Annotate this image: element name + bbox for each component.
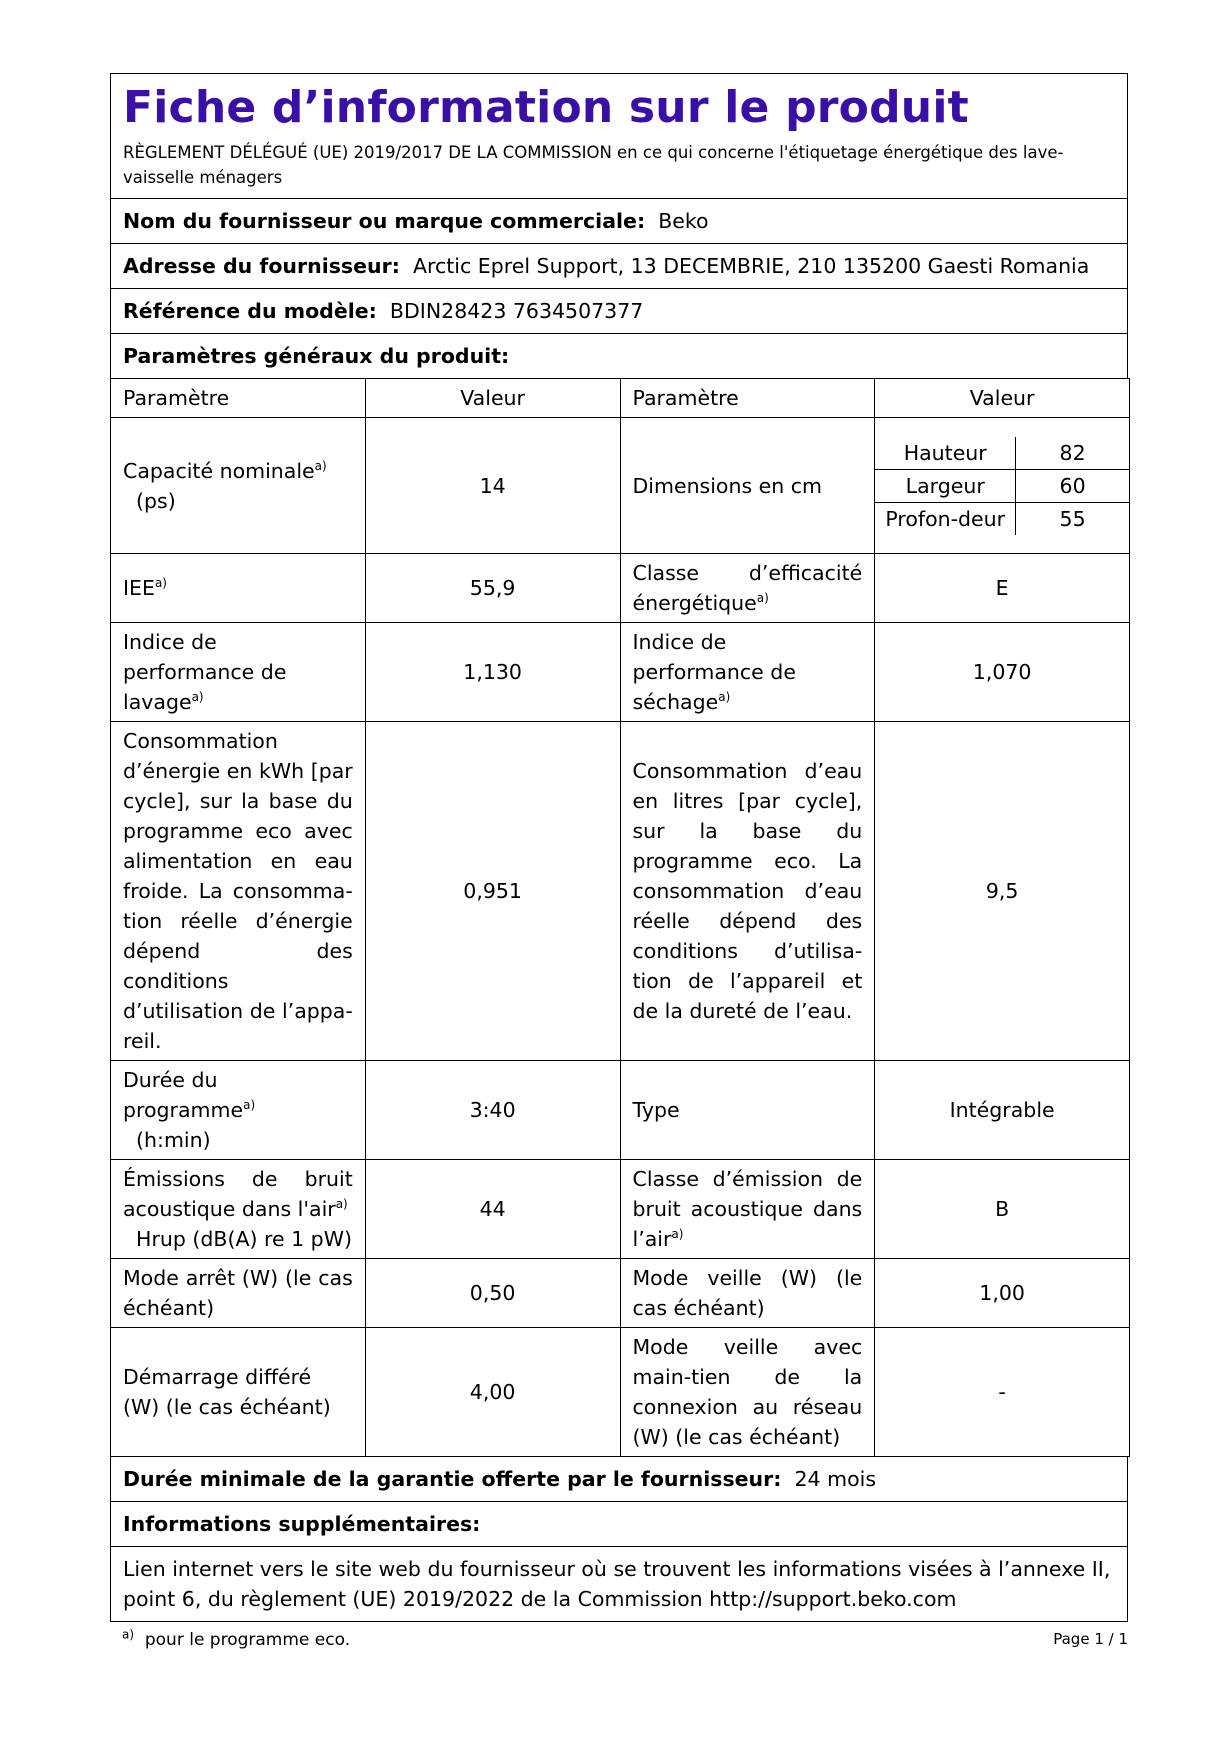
table-row xyxy=(111,623,1130,722)
network-standby-label: Mode veille avec main-tien de la connexion au réseau (W) (le cas échéant) xyxy=(620,1328,875,1457)
table-row xyxy=(111,722,1130,1061)
footnote-text: pour le programme eco. xyxy=(144,1630,351,1650)
supplier-name-label: Nom du fournisseur ou marque commerciale: xyxy=(123,209,646,233)
width-label: Largeur xyxy=(875,469,1015,502)
depth-label: Profon-deur xyxy=(875,502,1015,535)
water-consumption-label: Consommation d’eau en litres [par cycle], sur la base du programme eco. La consommation d’eau réelle dépend des conditions d’utilisa-tion de l’appareil et de la dureté de l’eau. xyxy=(620,722,875,1061)
table-row xyxy=(111,1061,1130,1160)
height-label: Hauteur xyxy=(875,437,1015,470)
off-mode-label: Mode arrêt (W) (le cas échéant) xyxy=(111,1259,366,1328)
capacity-value: 14 xyxy=(365,418,620,554)
table-row xyxy=(111,418,1130,554)
noise-class-label: Classe d’émission de bruit acoustique dans l’air$^{a)}$ xyxy=(620,1160,875,1259)
capacity-label: Capacité nominale$^{a)}$ (ps) xyxy=(111,418,366,554)
supplier-address-label: Adresse du fournisseur: xyxy=(123,254,400,278)
width-value: 60 xyxy=(1016,469,1129,502)
table-row xyxy=(111,554,1130,623)
guarantee-row xyxy=(111,1457,1127,1501)
page-title: Fiche d’information sur le produit xyxy=(123,82,969,133)
dimensions-table xyxy=(875,437,1129,535)
duration-label: Durée du programme$^{a)}$ (h:min) xyxy=(111,1061,366,1160)
dimensions-label: Dimensions en cm xyxy=(620,418,875,554)
regulation-text: RÈGLEMENT DÉLÉGUÉ (UE) 2019/2017 DE LA COMMISSION en ce qui concerne l'étiquetage énergétique des lave-vaisselle ménagers xyxy=(123,143,1064,187)
delay-start-label: Démarrage différé (W) (le cas échéant) xyxy=(111,1328,366,1457)
energy-consumption-value: 0,951 xyxy=(365,722,620,1061)
guarantee-value: 24 mois xyxy=(794,1467,877,1491)
general-params-row xyxy=(111,333,1127,378)
info-text: Lien internet vers le site web du fournisseur où se trouvent les informations visées à l’annexe II, point 6, du règlement (UE) 2019/2022 de la Commission http://support.beko.com xyxy=(123,1557,1111,1611)
noise-label: Émissions de bruit acoustique dans l'air$^{a)}$ Hrup (dB(A) re 1 pW) xyxy=(111,1160,366,1259)
header-param-1: Paramètre xyxy=(111,379,366,418)
iee-value: 55,9 xyxy=(365,554,620,623)
energy-class-value: E xyxy=(875,554,1130,623)
supplier-name-row xyxy=(111,198,1127,243)
iee-label: IEE$^{a)}$ xyxy=(111,554,366,623)
standby-mode-value: 1,00 xyxy=(875,1259,1130,1328)
off-mode-value: 0,50 xyxy=(365,1259,620,1328)
noise-class-value: B xyxy=(875,1160,1130,1259)
noise-value: 44 xyxy=(365,1160,620,1259)
sheet-header xyxy=(110,73,1128,378)
header-value-1: Valeur xyxy=(365,379,620,418)
sheet-footer-box xyxy=(110,1457,1128,1622)
network-standby-value: - xyxy=(875,1328,1130,1457)
dry-index-label: Indice de performance de séchage$^{a)}$ xyxy=(620,623,875,722)
water-consumption-value: 9,5 xyxy=(875,722,1130,1061)
table-row xyxy=(111,1259,1130,1328)
energy-class-label: Classe d’efficacité énergétique$^{a)}$ xyxy=(620,554,875,623)
parameters-table xyxy=(110,378,1130,1457)
wash-index-value: 1,130 xyxy=(365,623,620,722)
duration-value: 3:40 xyxy=(365,1061,620,1160)
supplier-address-value: Arctic Eprel Support, 13 DECEMBRIE, 210 135200 Gaesti Romania xyxy=(413,254,1090,278)
table-header-row xyxy=(111,379,1130,418)
guarantee-label: Durée minimale de la garantie offerte par le fournisseur: xyxy=(123,1467,782,1491)
type-value: Intégrable xyxy=(875,1061,1130,1160)
dimensions-cell xyxy=(875,418,1130,554)
standby-mode-label: Mode veille (W) (le cas échéant) xyxy=(620,1259,875,1328)
delay-start-value: 4,00 xyxy=(365,1328,620,1457)
model-row xyxy=(111,288,1127,333)
info-text-row xyxy=(111,1546,1127,1621)
header-value-2: Valeur xyxy=(875,379,1130,418)
table-row xyxy=(111,1160,1130,1259)
depth-value: 55 xyxy=(1059,506,1086,531)
footnote-mark: a) xyxy=(122,1627,135,1642)
supplier-address-row xyxy=(111,243,1127,288)
supplier-name-value: Beko xyxy=(658,209,709,233)
footnote xyxy=(110,1627,1128,1650)
header-param-2: Paramètre xyxy=(620,379,875,418)
general-params-label: Paramètres généraux du produit: xyxy=(123,344,510,368)
height-value: 82 xyxy=(1016,437,1129,470)
energy-consumption-label: Consommation d’énergie en kWh [par cycle], sur la base du programme eco avec alimentation en eau froide. La consomma-tion réelle d’énergie dépend des conditions d’utilisation de l’appa-reil. xyxy=(111,722,366,1061)
model-value: BDIN28423 7634507377 xyxy=(389,299,644,323)
wash-index-label: Indice de performance de lavage$^{a)}$ xyxy=(111,623,366,722)
table-row xyxy=(111,1328,1130,1457)
dry-index-value: 1,070 xyxy=(875,623,1130,722)
type-label: Type xyxy=(620,1061,875,1160)
info-row xyxy=(111,1501,1127,1546)
info-label: Informations supplémentaires: xyxy=(123,1512,481,1536)
product-sheet xyxy=(110,73,1128,1650)
model-label: Référence du modèle: xyxy=(123,299,377,323)
page-number: Page 1 / 1 xyxy=(1053,1630,1128,1648)
